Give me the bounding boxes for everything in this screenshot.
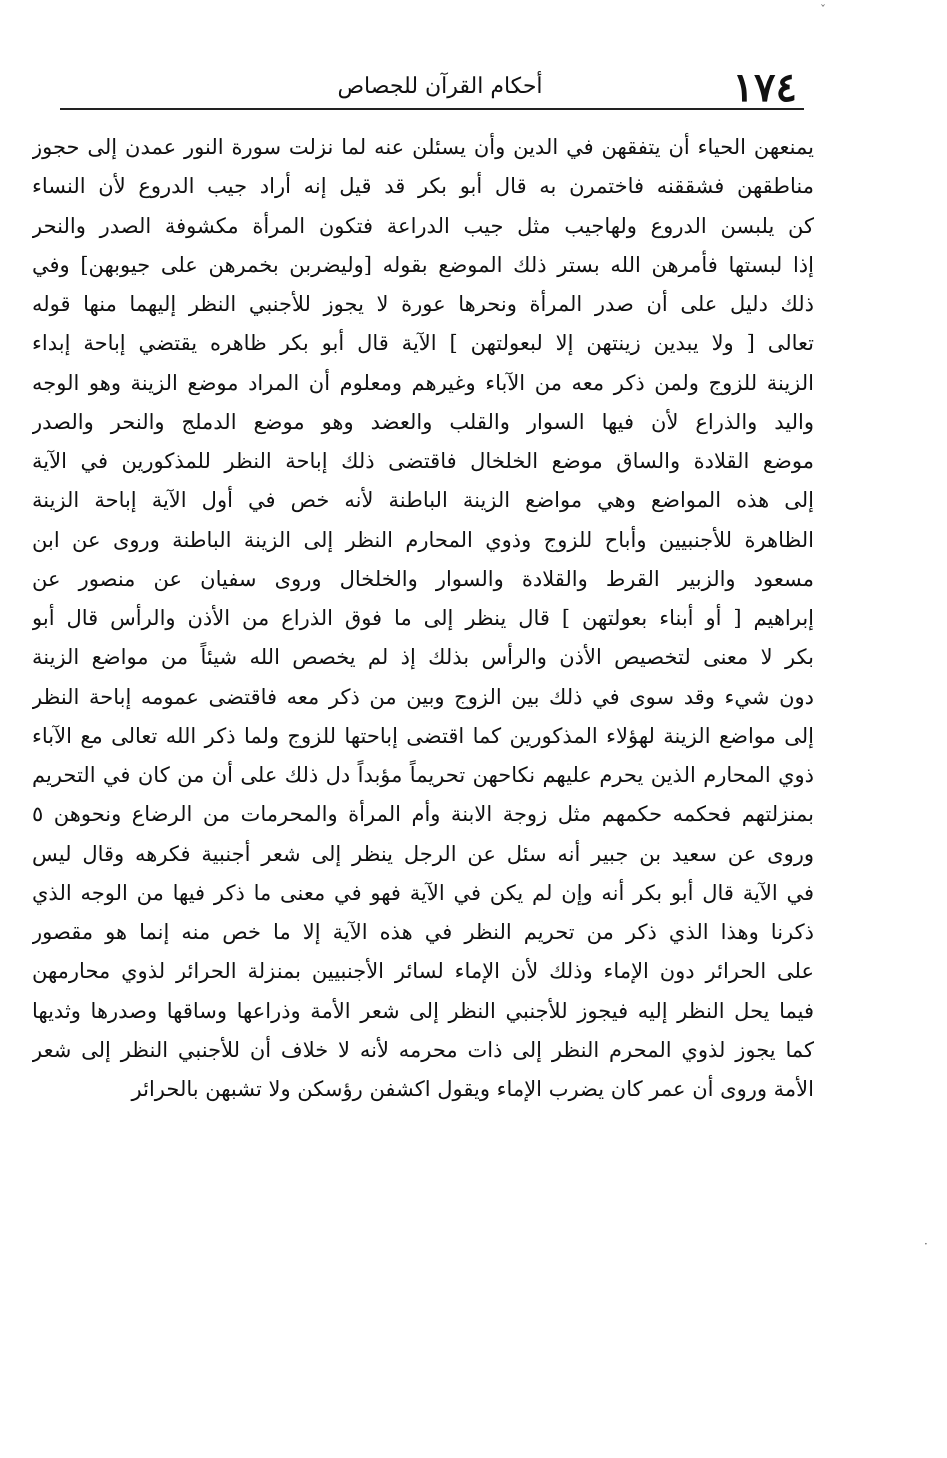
text-line: ذلك دليل على أن صدر المرأة ونحرها عورة لا يجوز للأجنبي النظر إليهما منها قوله bbox=[32, 292, 814, 316]
text-line: مسعود والزبير القرط والقلادة والسوار والخلخال وروى سفيان عن منصور عن bbox=[32, 566, 814, 591]
header-rule bbox=[60, 108, 804, 110]
text-line: في الآية قال أبو بكر أنه وإن لم يكن في الآية فهو في معنى ما ذكر فيها من الوجه الذي bbox=[32, 880, 814, 905]
text-line: مناطقهن فشققنه فاختمرن به قال أبو بكر قد قيل إنه أراد جيب الدروع لأن النساء bbox=[32, 174, 814, 199]
text-line: الأمة وروى أن عمر كان يضرب الإماء ويقول اكشفن رؤسكن ولا تشبهن بالحرائر bbox=[131, 1077, 814, 1101]
body-text bbox=[32, 128, 814, 1109]
text-line: كما يجوز لذوي المحرم النظر إلى ذات محرمه لأنه لا خلاف أن للأجنبي النظر إلى شعر bbox=[32, 1037, 814, 1062]
page-number: ١٧٤ bbox=[732, 64, 797, 111]
text-line: إلى مواضع الزينة لهؤلاء المذكورين كما اقتضى إباحتها للزوج ولما ذكر الله تعالى مع الآباء bbox=[32, 723, 814, 748]
text-line: يمنعهن الحياء أن يتفقهن في الدين وأن يسئلن عنه لما نزلت سورة النور عمدن إلى حجوز bbox=[32, 135, 814, 159]
text-line: دون شيء وقد سوى في ذلك بين الزوج وبين من ذكر معه فاقتضى عمومه إباحة النظر bbox=[32, 684, 814, 709]
scan-mark: · bbox=[924, 1237, 928, 1251]
text-line: الزينة للزوج ولمن ذكر معه من الآباء وغيرهم ومعلوم أن المراد موضع الزينة وهو الوجه bbox=[32, 370, 814, 395]
scan-mark: ˇ bbox=[820, 3, 826, 17]
text-line: الظاهرة للأجنبيين وأباح للزوج وذوي المحارم النظر إلى الزينة الباطنة وروى عن ابن bbox=[32, 527, 814, 552]
text-line: إبراهيم [ أو أبناء بعولتهن ] قال ينظر إلى ما فوق الذراع من الأذن والرأس قال أبو bbox=[32, 606, 814, 630]
text-line: تعالى [ ولا يبدين زينتهن إلا لبعولتهن ] الآية قال أبو بكر ظاهره يقتضي إباحة إبداء bbox=[32, 331, 814, 356]
text-line: كن يلبسن الدروع ولهاجيب مثل جيب الدراعة فتكون المرأة مكشوفة الصدر والنحر bbox=[32, 213, 814, 238]
page-header bbox=[0, 60, 947, 110]
text-line: بمنزلتهم فحكمه حكمهم مثل زوجة الابنة وأم المرأة والمحرمات من الرضاع ونحوهن ٥ bbox=[32, 802, 814, 827]
text-line: فيما يحل النظر إليه فيجوز للأجنبي النظر إلى شعر الأمة وذراعها وساقها وصدرها وثديها bbox=[32, 998, 814, 1023]
text-line: موضع القلادة والساق موضع الخلخال فاقتضى ذلك إباحة النظر للمذكورين في الآية bbox=[32, 449, 814, 473]
text-line: على الحرائر دون الإماء وذلك لأن الإماء لسائر الأجنبيين بمنزلة الحرائر لذوي محارمهن bbox=[32, 959, 814, 984]
text-line: وروى عن سعيد بن جبير أنه سئل عن الرجل ينظر إلى شعر أجنبية فكرهه وقال ليس bbox=[32, 841, 814, 866]
text-line: بكر لا معنى لتخصيص الأذن والرأس بذلك إذ لم يخصص الله شيئاً من مواضع الزينة bbox=[32, 645, 814, 670]
text-line: واليد والذراع لأن فيها السوار والقلب والعضد وهو موضع الدملج والنحر والصدر bbox=[32, 409, 814, 434]
text-line: ذكرنا وهذا الذي ذكر من تحريم النظر في هذه الآية إلا ما خص منه إنما هو مقصور bbox=[32, 920, 814, 944]
text-line: إلى هذه المواضع وهي مواضع الزينة الباطنة لأنه خص في أول الآية إباحة الزينة bbox=[32, 488, 814, 513]
text-line: إذا لبستها فأمرهن الله بستر ذلك الموضع بقوله [وليضربن بخمرهن على جيوبهن] وفي bbox=[32, 252, 814, 277]
running-title: أحكام القرآن للجصاص bbox=[337, 74, 543, 99]
text-line: ذوي المحارم الذين يحرم عليهم نكاحهن تحريماً مؤبداً دل ذلك على أن من كان في التحريم bbox=[32, 763, 814, 787]
